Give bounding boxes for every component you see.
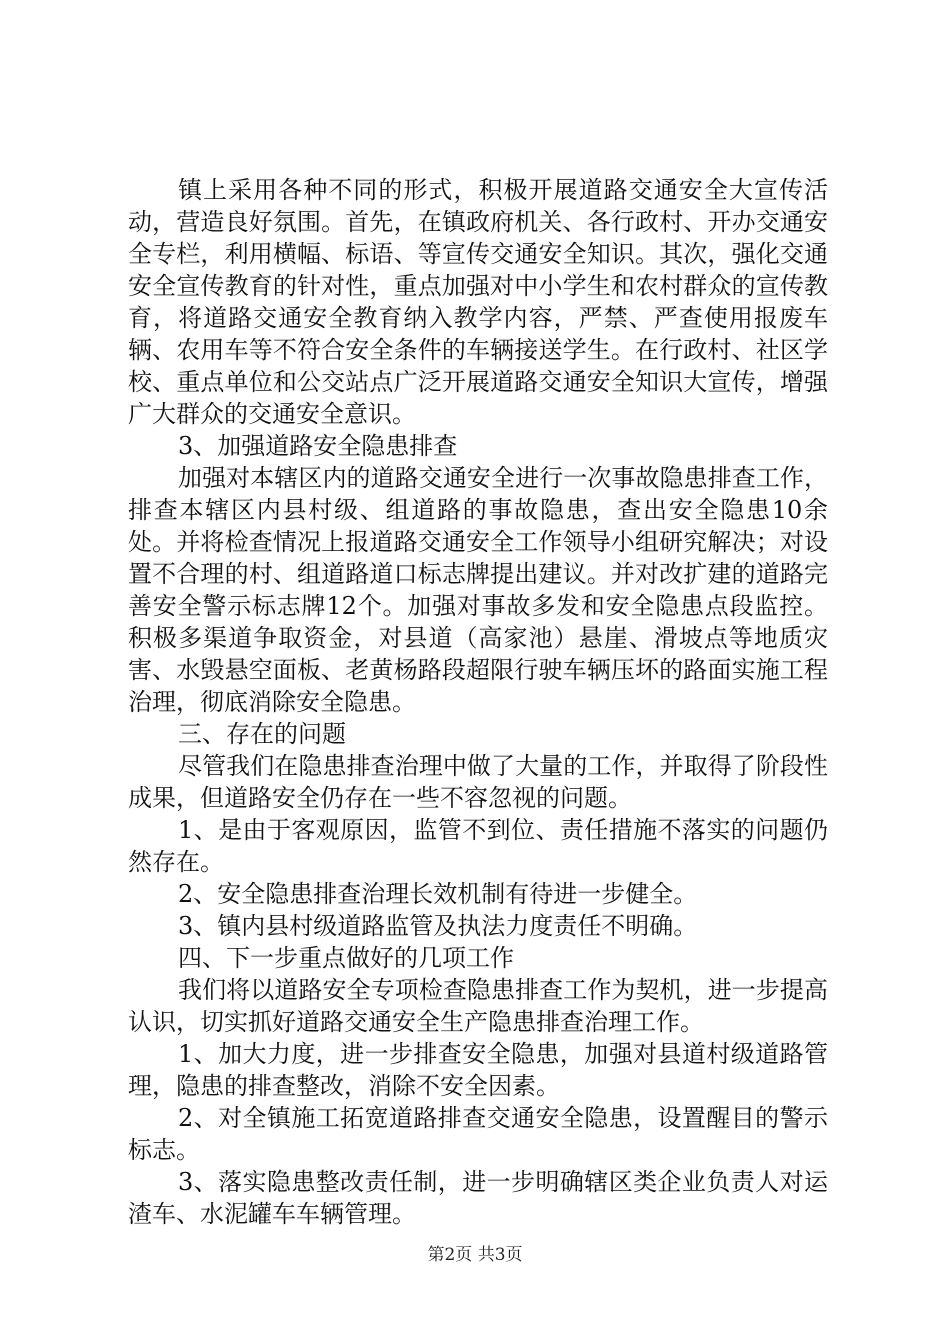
heading-existing-problems: 三、存在的问题 [178,720,346,748]
page-number-footer: 第2页 共3页 [427,1245,523,1265]
next-step-item-2: 2、对全镇施工拓宽道路排查交通安全隐患，设置醒目的警示标志。 [128,1104,828,1164]
paragraph-hazard-inspection: 加强对本辖区内的道路交通安全进行一次事故隐患排查工作，排查本辖区内县村级、组道路的事故隐患，查出安全隐患10余处。并将检查情况上报道路交通安全工作领导小组研究解决；对设置不合理的村、组道路道口标志牌提出建议。并对改扩建的道路完善安全警示标志牌12个。加强对事故多发和安全隐患点段监控。积极多渠道争取资金，对县道（高家池）悬崖、滑坡点等地质灾害、水毁悬空面板、老黄杨路段超限行驶车辆压坏的路面实施工程治理，彻底消除安全隐患。 [128,464,828,716]
next-step-item-3: 3、落实隐患整改责任制，进一步明确辖区类企业负责人对运渣车、水泥罐车车辆管理。 [128,1168,828,1228]
paragraph-publicity-activities: 镇上采用各种不同的形式，积极开展道路交通安全大宣传活动，营造良好氛围。首先，在镇政府机关、各行政村、开办交通安全专栏，利用横幅、标语、等宣传交通安全知识。其次，强化交通安全宣传教育的针对性，重点加强对中小学生和农村群众的宣传教育，将道路交通安全教育纳入教学内容，严禁、严查使用报废车辆、农用车等不符合安全条件的车辆接送学生。在行政村、社区学校、重点单位和公交站点广泛开展道路交通安全知识大宣传，增强广大群众的交通安全意识。 [128,176,828,428]
next-step-item-1: 1、加大力度，进一步排查安全隐患，加强对县道村级道路管理，隐患的排查整改，消除不安全因素。 [128,1040,828,1100]
paragraph-next-steps-intro: 我们将以道路安全专项检查隐患排查工作为契机，进一步提高认识，切实抓好道路交通安全生产隐患排查治理工作。 [128,976,828,1036]
problem-item-1: 1、是由于客观原因，监管不到位、责任措施不落实的问题仍然存在。 [128,816,828,876]
document-body [128,174,828,1230]
heading-hazard-inspection: 3、加强道路安全隐患排查 [178,432,458,460]
heading-next-steps: 四、下一步重点做好的几项工作 [178,944,514,972]
paragraph-problems-intro: 尽管我们在隐患排查治理中做了大量的工作，并取得了阶段性成果，但道路安全仍存在一些不容忽视的问题。 [128,752,828,812]
problem-item-3: 3、镇内县村级道路监管及执法力度责任不明确。 [178,912,698,940]
problem-item-2: 2、安全隐患排查治理长效机制有待进一步健全。 [178,880,698,908]
